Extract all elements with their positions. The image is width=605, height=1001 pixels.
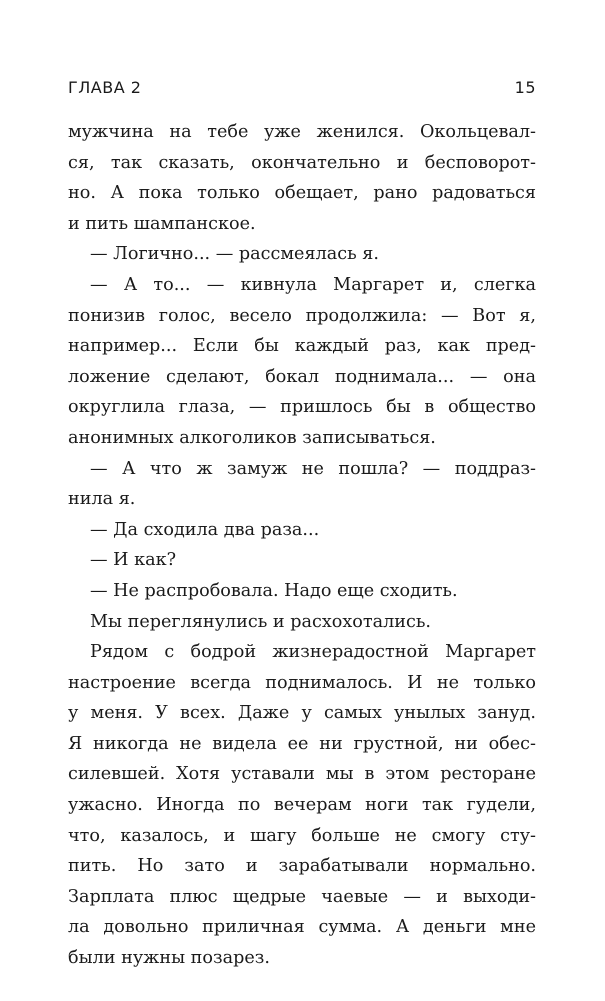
text-line: были нужны позарез.: [68, 948, 270, 969]
text-line: — Да сходила два раза...: [90, 519, 320, 540]
text-line: Мы переглянулись и расхохотались.: [90, 611, 432, 632]
text-line: — А что ж замуж не пошла? — поддраз-: [90, 458, 536, 479]
text-line: понизив голос, весело продолжила: — Вот я,: [68, 305, 536, 326]
text-line: — А то... — кивнула Маргарет и, слегка: [90, 274, 536, 295]
text-line: Я никогда не видела ее ни грустной, ни обес-: [68, 733, 536, 754]
text-line: — Не распробовала. Надо еще сходить.: [90, 580, 458, 601]
text-line: ся, так сказать, окончательно и бесповорот-: [68, 152, 536, 173]
text-line: у меня. У всех. Даже у самых унылых зануд.: [68, 703, 536, 724]
text-line: нила я.: [68, 489, 136, 510]
text-line: Рядом с бодрой жизнерадостной Маргарет: [90, 642, 536, 663]
text-line: силевшей. Хотя уставали мы в этом ресторане: [68, 764, 536, 785]
text-line: ужасно. Иногда по вечерам ноги так гудели,: [68, 795, 536, 816]
text-line: округлила глаза, — пришлось бы в общество: [68, 397, 536, 418]
text-line: но. А пока только обещает, рано радоваться: [68, 183, 536, 204]
text-line: и пить шампанское.: [68, 213, 256, 234]
chapter-title: ГЛАВА 2: [68, 78, 142, 97]
page-number: 15: [514, 78, 536, 97]
text-line: — Логично... — рассмеялась я.: [90, 244, 379, 265]
text-line: что, казалось, и шагу больше не смогу сту-: [68, 825, 536, 846]
text-line: мужчина на тебе уже женился. Окольцевал-: [68, 122, 536, 142]
text-line: например... Если бы каждый раз, как пред-: [68, 336, 536, 357]
running-head: [68, 78, 536, 102]
text-line: настроение всегда поднималось. И не только: [68, 672, 536, 693]
text-line: ла довольно приличная сумма. А деньги мне: [68, 917, 536, 938]
text-line: — И как?: [90, 550, 177, 571]
text-line: анонимных алкоголиков записываться.: [68, 427, 436, 448]
text-line: Зарплата плюс щедрые чаевые — и выходи-: [68, 886, 536, 907]
body-text: [68, 117, 536, 974]
text-line: ложение сделают, бокал поднимала... — она: [68, 366, 536, 387]
text-line: пить. Но зато и зарабатывали нормально.: [68, 856, 536, 877]
